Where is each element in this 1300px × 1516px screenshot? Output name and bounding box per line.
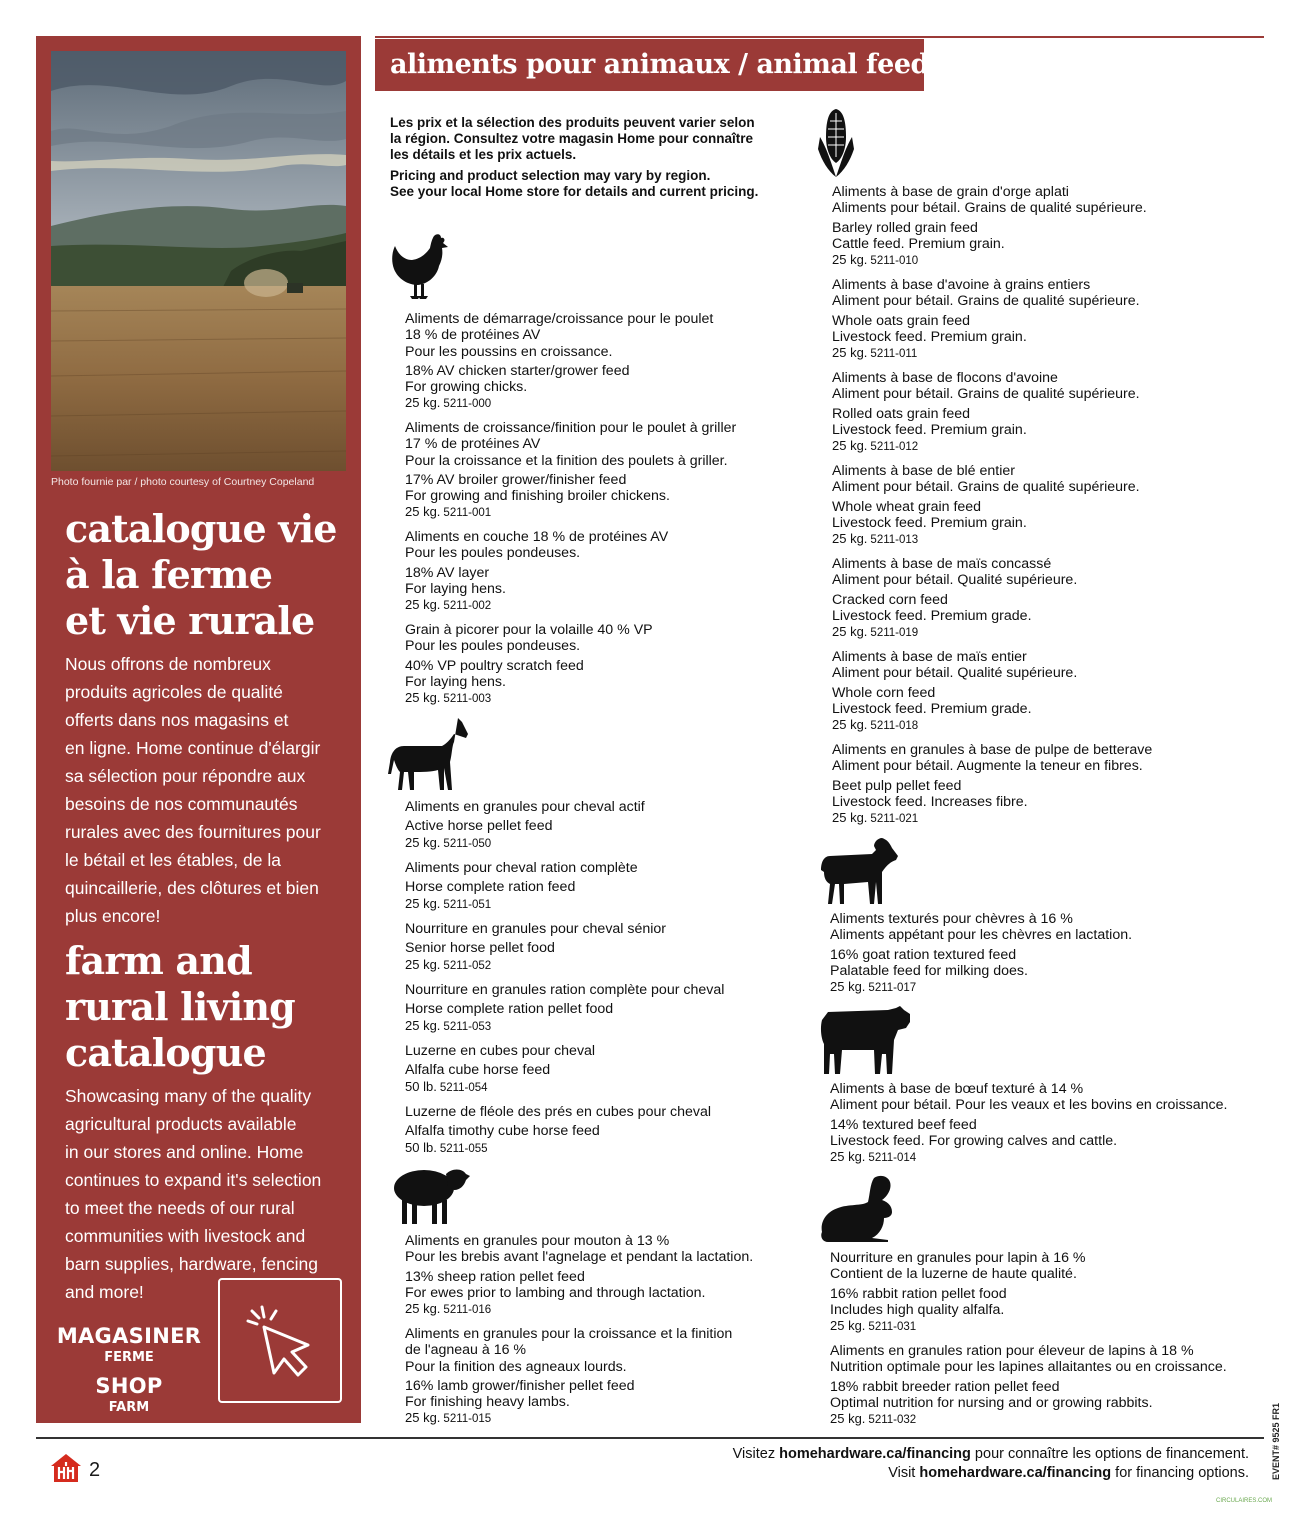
sku-code: 5211-018 [870, 720, 919, 733]
pricing-notice-en: Pricing and product selection may vary by region. See your local Home store for details and current pricing. [390, 168, 759, 199]
bottom-rule [36, 1437, 1264, 1439]
sku-code: 5211-003 [443, 693, 492, 706]
catalogue-title-fr: catalogue vie à la ferme et vie rurale [65, 506, 337, 643]
pricing-notice [390, 115, 800, 205]
goat-icon [818, 836, 900, 906]
product-item: Aliments en granules pour la croissance et la finition de l'agneau à 16 % Pour la finition des agneaux lourds. 16% lamb grower/finisher pellet feed For finishing heavy lambs. 25 kg. 5211-015 [405, 1326, 733, 1426]
event-code: EVENT# 9525 FR1 [1271, 1402, 1281, 1480]
product-item: Aliments à base de blé entier Aliment pour bétail. Grains de qualité supérieure. Whole wheat grain feed Livestock feed. Premium grain. 25 kg. 5211-013 [832, 463, 1140, 547]
product-item: Nourriture en granules pour lapin à 16 % Contient de la luzerne de haute qualité. 16% rabbit ration pellet food Includes high quality alfalfa. 25 kg. 5211-031 [830, 1250, 1086, 1334]
sku-code: 5211-000 [443, 398, 492, 411]
catalogue-title-en: farm and rural living catalogue [65, 938, 295, 1075]
product-item: Luzerne de fléole des prés en cubes pour cheval Alfalfa timothy cube horse feed 50 lb. 5211-055 [405, 1104, 712, 1155]
shop-farm-button[interactable] [218, 1278, 342, 1403]
sheep-icon [390, 1164, 472, 1226]
shop-farm-link[interactable] [44, 1326, 214, 1414]
section-title-banner: aliments pour animaux / animal feed [375, 39, 924, 91]
product-item: Aliments à base de maïs entier Aliment pour bétail. Qualité supérieure. Whole corn feed Livestock feed. Premium grade. 25 kg. 5211-018 [832, 649, 1078, 733]
sku-code: 5211-055 [439, 1142, 488, 1155]
rabbit-icon [818, 1174, 900, 1244]
sku-code: 5211-051 [443, 898, 492, 911]
product-item: Aliments texturés pour chèvres à 16 % Aliments appétant pour les chèvres en lactation. 16% goat ration textured feed Palatable feed for milking does. 25 kg. 5211-017 [830, 911, 1133, 995]
sku-code: 5211-031 [868, 1321, 917, 1334]
sku-code: 5211-002 [443, 600, 492, 613]
product-item: Aliments à base de bœuf texturé à 14 % Aliment pour bétail. Pour les veaux et les bovins en croissance. 14% textured beef feed Livestock feed. For growing calves and cattle. 25 kg. 5211-014 [830, 1081, 1228, 1165]
page-number: 2 [89, 1459, 101, 1481]
product-item: Aliments à base de maïs concassé Aliment pour bétail. Qualité supérieure. Cracked corn feed Livestock feed. Premium grade. 25 kg. 5211-019 [832, 556, 1078, 640]
product-item: Aliments en granules pour mouton à 13 % Pour les brebis avant l'agnelage et pendant la lactation. 13% sheep ration pellet feed For ewes prior to lambing and through lactation. 25 kg. 5211-016 [405, 1233, 754, 1317]
sku-code: 5211-017 [868, 982, 917, 995]
financing-link-en[interactable]: homehardware.ca/financing [919, 1465, 1112, 1481]
catalogue-sidebar [36, 36, 361, 1423]
shop-sublabel-fr[interactable]: FERME [104, 1350, 154, 1365]
sku-code: 5211-050 [443, 837, 492, 850]
photo-credit: Photo fournie par / photo courtesy of Courtney Copeland [51, 476, 315, 488]
product-item: Aliments en granules à base de pulpe de betterave Aliment pour bétail. Augmente la teneur en fibres. Beet pulp pellet feed Livestock feed. Increases fibre. 25 kg. 5211-021 [832, 742, 1153, 826]
product-item: Grain à picorer pour la volaille 40 % VP Pour les poules pondeuses. 40% VP poultry scratch feed For laying hens. 25 kg. 5211-003 [405, 622, 653, 706]
sku-code: 5211-054 [439, 1081, 488, 1094]
sku-code: 5211-010 [870, 255, 919, 268]
horse-icon [388, 716, 472, 792]
sku-code: 5211-012 [870, 441, 919, 454]
sku-code: 5211-053 [443, 1020, 492, 1033]
corn-icon [816, 107, 856, 179]
sku-code: 5211-011 [870, 348, 918, 361]
product-item: Aliments pour cheval ration complète Horse complete ration feed 25 kg. 5211-051 [405, 860, 638, 911]
product-item: Aliments en granules pour cheval actif Active horse pellet feed 25 kg. 5211-050 [405, 799, 645, 850]
watermark: CIRCULAIRES.COM [1216, 1498, 1273, 1504]
product-item: Aliments à base de flocons d'avoine Aliment pour bétail. Grains de qualité supérieure. Rolled oats grain feed Livestock feed. Premium grain. 25 kg. 5211-012 [832, 370, 1140, 454]
sku-code: 5211-015 [443, 1413, 492, 1426]
product-item: Aliments de démarrage/croissance pour le poulet 18 % de protéines AV Pour les poussins en croissance. 18% AV chicken starter/grower feed For growing chicks. 25 kg. 5211-000 [405, 311, 714, 411]
sku-code: 5211-021 [870, 813, 919, 826]
product-item: Nourriture en granules pour cheval sénior Senior horse pellet food 25 kg. 5211-052 [405, 921, 667, 972]
sku-code: 5211-014 [868, 1152, 917, 1165]
product-item: Aliments à base de grain d'orge aplati Aliments pour bétail. Grains de qualité supérieure. Barley rolled grain feed Cattle feed. Premium grain. 25 kg. 5211-010 [832, 184, 1147, 268]
product-item: Luzerne en cubes pour cheval Alfalfa cube horse feed 50 lb. 5211-054 [405, 1043, 596, 1094]
catalogue-description-fr: Nous offrons de nombreux produits agricoles de qualité offerts dans nos magasins et en ligne. Home continue d'élargir sa sélection pour répondre aux besoins de nos communautés rurales avec des fournitures pour le bétail et les étables, de la quincaillerie, des clôtures et bien plus encore! [65, 654, 321, 926]
farm-field-photo [51, 51, 346, 471]
top-rule [375, 36, 1264, 38]
shop-label-fr[interactable]: MAGASINER [56, 1324, 202, 1348]
financing-notice: Visitez homehardware.ca/financing pour connaître les options de financement. Visit homehardware.ca/financing for financing options. [732, 1446, 1249, 1481]
home-hardware-logo-icon [50, 1453, 82, 1483]
chicken-icon [390, 232, 452, 302]
sku-code: 5211-013 [870, 534, 919, 547]
shop-sublabel-en[interactable]: FARM [108, 1400, 150, 1415]
product-item: Aliments en granules ration pour éleveur de lapins à 18 % Nutrition optimale pour les lapines allaitantes ou en croissance. 18% rabbit breeder ration pellet feed Optimal nutrition for nursing and or growing rabbits. 25 kg. 5211-032 [830, 1343, 1227, 1427]
product-item: Aliments de croissance/finition pour le poulet à griller 17 % de protéines AV Pour la croissance et la finition des poulets à griller. 17% AV broiler grower/finisher feed For growing and finishing broiler chickens. 25 kg. 5211-001 [405, 420, 737, 520]
sku-code: 5211-019 [870, 627, 919, 640]
financing-link-fr[interactable]: homehardware.ca/financing [779, 1446, 971, 1462]
sku-code: 5211-001 [443, 507, 492, 520]
catalogue-description-en: Showcasing many of the quality agricultural products available in our stores and online. Home continues to expand it's selection to meet the needs of our rural communities with livestock and barn supplies, hardware, fencing and more! [65, 1086, 322, 1302]
sku-code: 5211-052 [443, 959, 492, 972]
product-item: Aliments à base d'avoine à grains entiers Aliment pour bétail. Grains de qualité supérieure. Whole oats grain feed Livestock feed. Premium grain. 25 kg. 5211-011 [832, 277, 1140, 361]
sku-code: 5211-016 [443, 1304, 492, 1317]
sku-code: 5211-032 [868, 1414, 917, 1427]
cow-icon [818, 1004, 914, 1076]
shop-label-en[interactable]: SHOP [95, 1374, 163, 1398]
product-item: Nourriture en granules ration complète pour cheval Horse complete ration pellet food 25 kg. 5211-053 [405, 982, 725, 1033]
product-item: Aliments en couche 18 % de protéines AV Pour les poules pondeuses. 18% AV layer For laying hens. 25 kg. 5211-002 [405, 529, 669, 613]
cursor-click-icon [240, 1301, 320, 1381]
pricing-notice-fr: Les prix et la sélection des produits peuvent varier selon la région. Consultez votre magasin Home pour connaître les détails et les prix actuels. [390, 115, 755, 162]
